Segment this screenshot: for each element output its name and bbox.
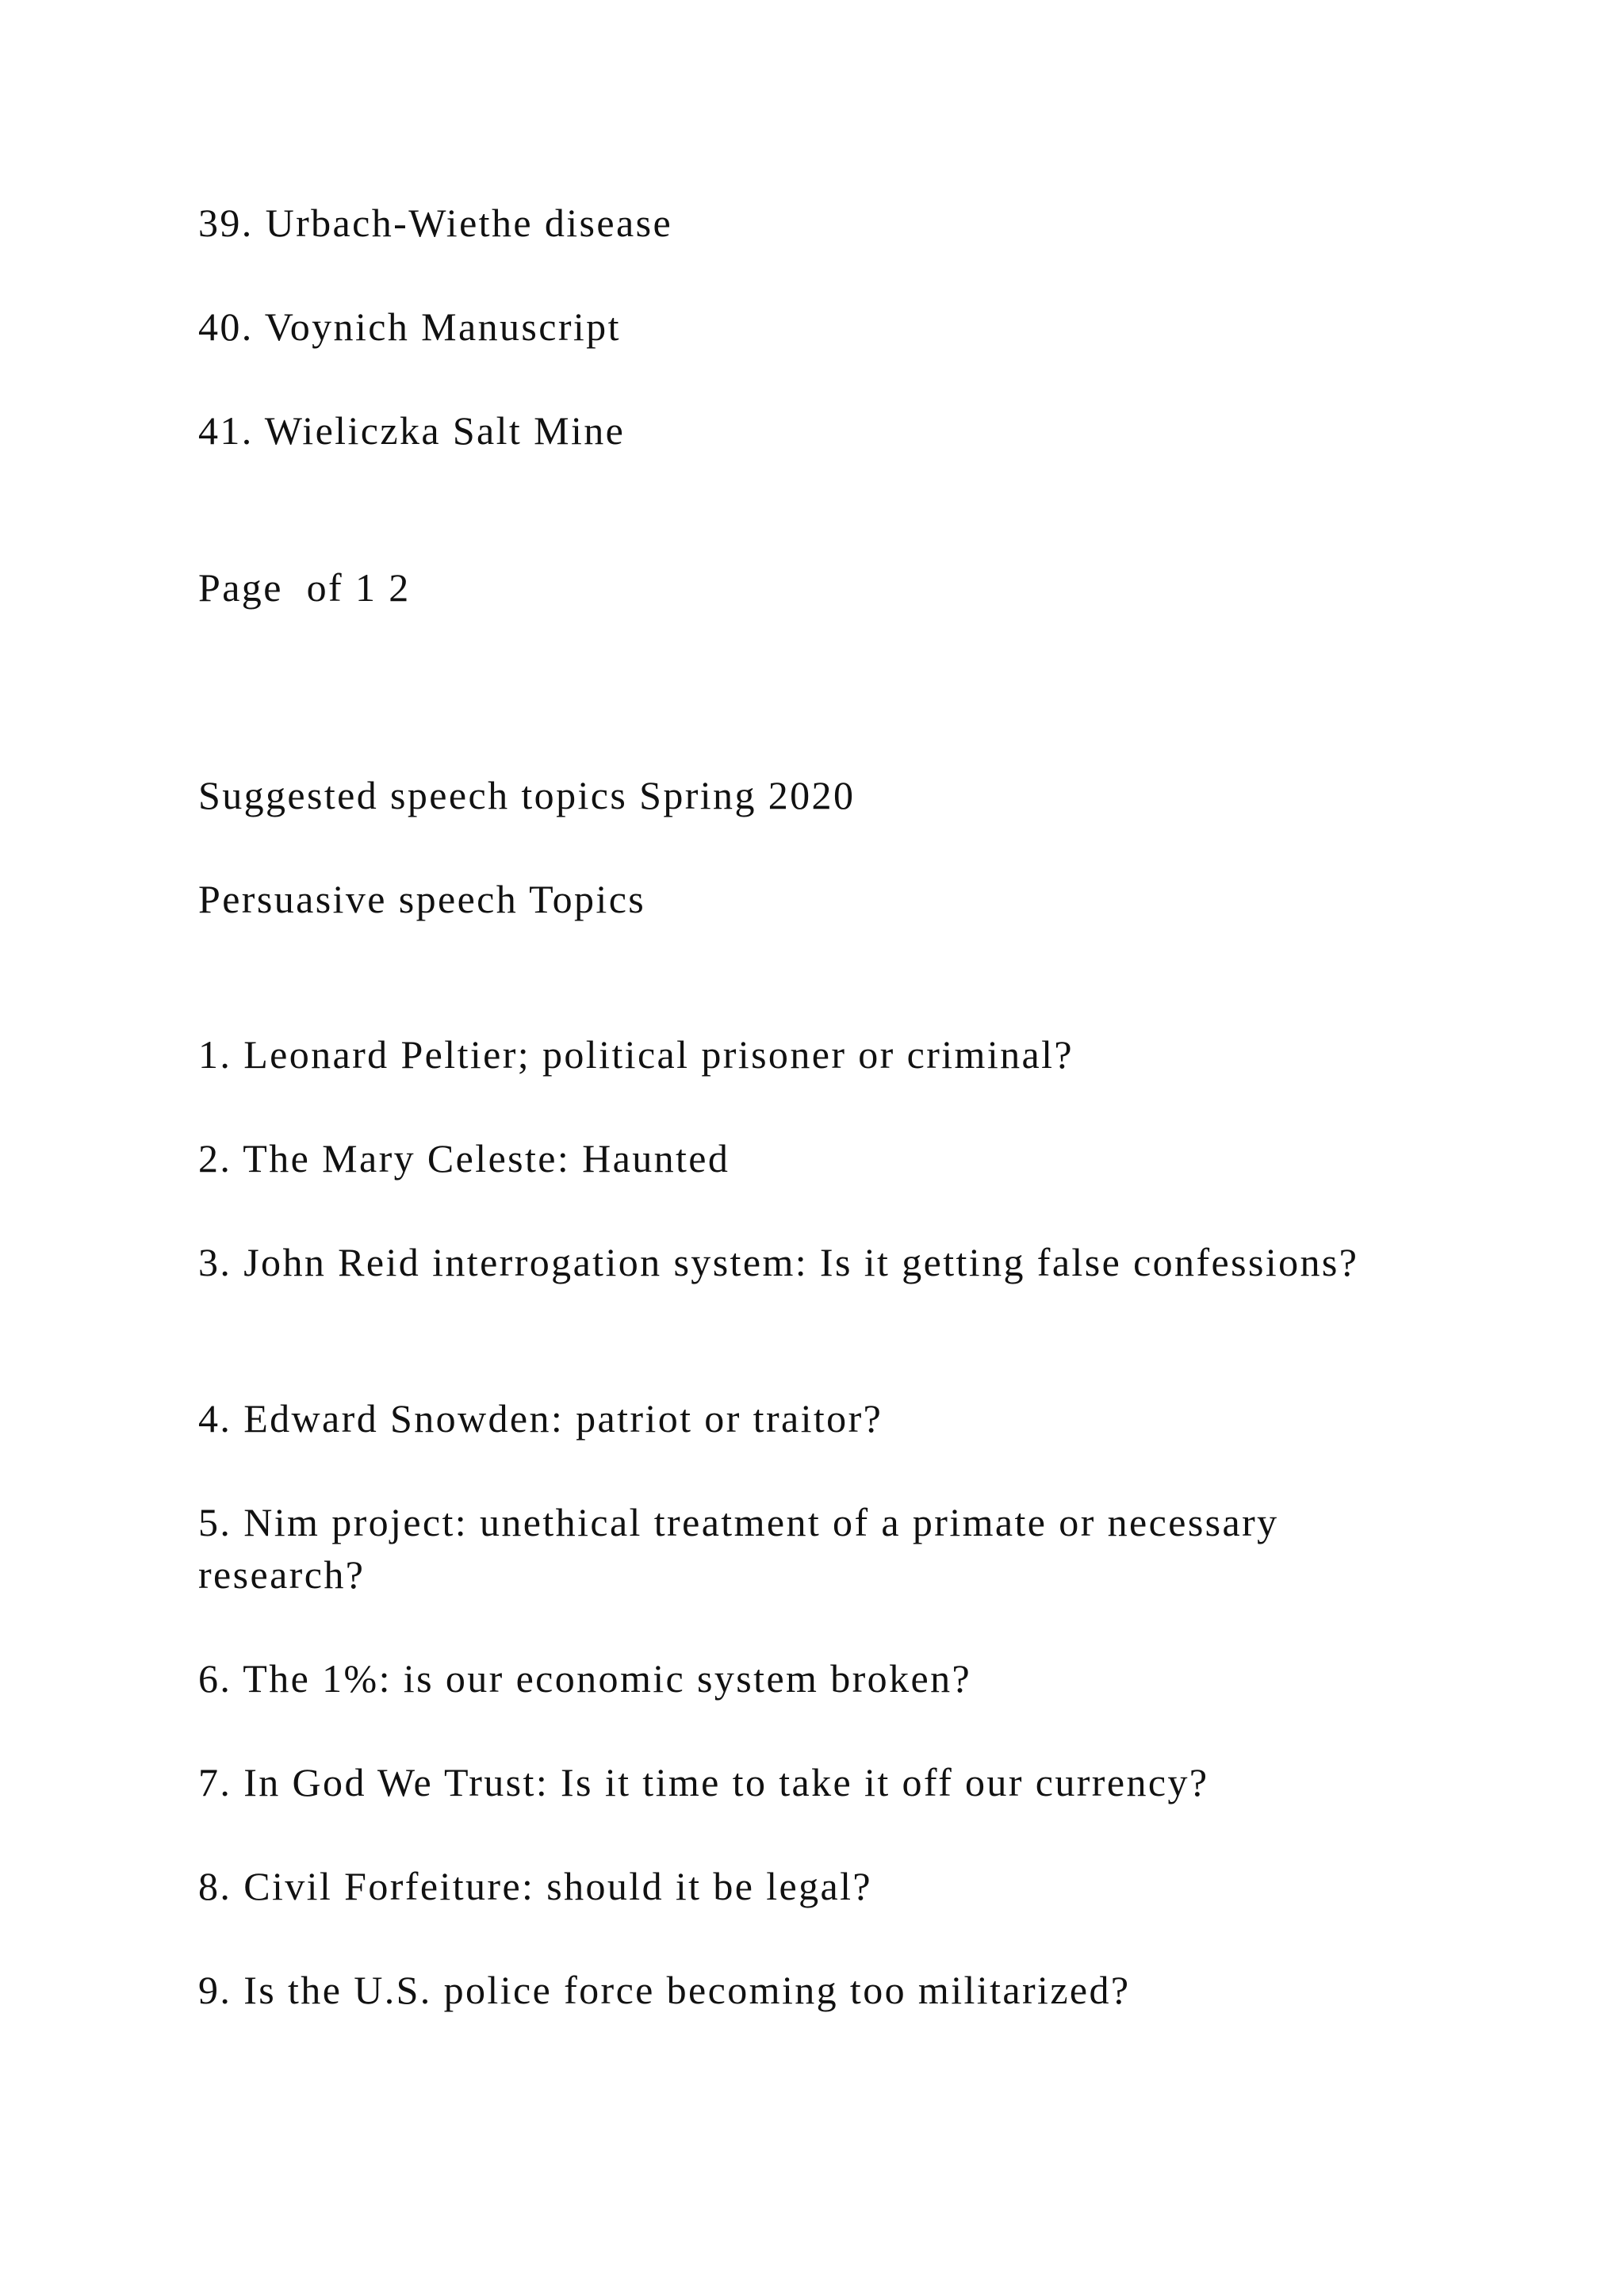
list-item: 40. Voynich Manuscript [198,304,621,349]
list-item: 41. Wieliczka Salt Mine [198,408,626,453]
document-subheading: Persuasive speech Topics [198,877,646,921]
topic-item: 3. John Reid interrogation system: Is it getting false confessions? [198,1240,1359,1284]
topic-item: 4. Edward Snowden: patriot or traitor? [198,1396,883,1441]
page-footer: Page of 1 2 [198,565,411,610]
topic-item: 5. Nim project: unethical treatment of a primate or necessary research? [198,1500,1291,1597]
topic-item: 1. Leonard Peltier; political prisoner or criminal? [198,1032,1074,1077]
topic-item: 7. In God We Trust: Is it time to take it off our currency? [198,1760,1209,1804]
topic-item: 8. Civil Forfeiture: should it be legal? [198,1864,873,1908]
topic-item: 2. The Mary Celeste: Haunted [198,1136,730,1181]
list-item: 39. Urbach-Wiethe disease [198,201,673,245]
document-heading: Suggested speech topics Spring 2020 [198,773,856,817]
topic-item: 6. The 1%: is our economic system broken? [198,1656,972,1701]
topic-item: 9. Is the U.S. police force becoming too militarized? [198,1968,1131,2012]
